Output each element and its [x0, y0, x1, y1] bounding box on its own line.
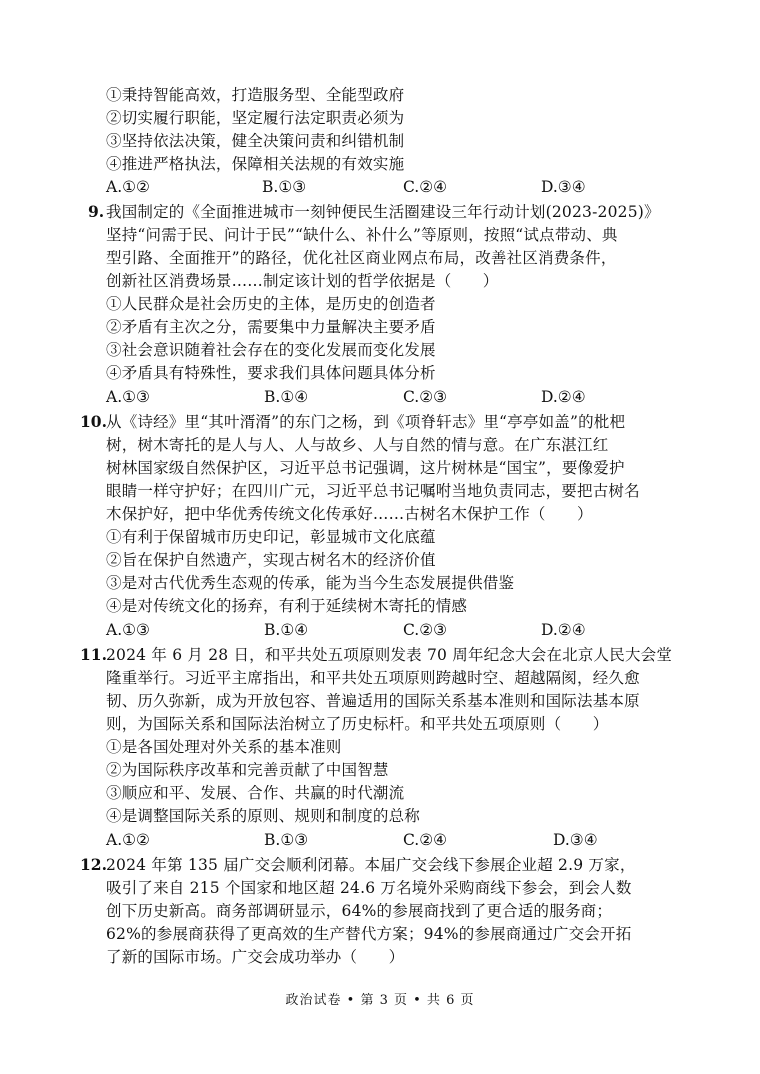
q10-number: 10. [80, 412, 107, 431]
q11-answer-a: A.①② [106, 831, 150, 849]
q10-option-3: ③是对古代优秀生态观的传承，能为当今生态发展提供借鉴 [106, 574, 515, 592]
q10-stem-line-3: 树林国家级自然保护区，习近平总书记强调，这片树林是“国宝”，要像爱护 [106, 459, 625, 477]
q11-answer-b: B.①③ [264, 831, 309, 849]
q9-stem-line-1: 我国制定的《全面推进城市一刻钟便民生活圈建设三年行动计划(2023-2025)》 [106, 203, 660, 221]
q10-answer-c: C.②③ [403, 621, 448, 639]
q11-option-2: ②为国际秩序改革和完善贡献了中国智慧 [106, 761, 389, 779]
q11-stem-line-2: 隆重举行。习近平主席指出，和平共处五项原则跨越时空、超越隔阂，经久愈 [106, 669, 640, 687]
q8-option-2: ②切实履行职能，坚定履行法定职责必须为 [106, 109, 405, 127]
q9-answer-a: A.①③ [106, 388, 150, 406]
q10-answer-b: B.①④ [264, 621, 309, 639]
q9-stem-line-2: 坚持“问需于民、问计于民”“缺什么、补什么”等原则，按照“试点带动、典 [106, 226, 618, 244]
q12-stem-line-2: 吸引了来自 215 个国家和地区超 24.6 万名境外采购商线下参会，到会人数 [106, 879, 632, 897]
q10-answer-a: A.①③ [106, 621, 150, 639]
q10-option-4: ④是对传统文化的扬弃，有利于延续树木寄托的情感 [106, 597, 468, 615]
q12-stem-line-4: 62%的参展商获得了更高效的生产替代方案；94%的参展商通过广交会开拓 [106, 925, 632, 943]
page-footer: 政治试卷 • 第 3 页 • 共 6 页 [285, 993, 475, 1008]
q9-option-3: ③社会意识随着社会存在的变化发展而变化发展 [106, 341, 436, 359]
q9-answer-b: B.①④ [264, 388, 309, 406]
q10-option-2: ②旨在保护自然遗产，实现古树名木的经济价值 [106, 551, 436, 569]
q9-option-1: ①人民群众是社会历史的主体，是历史的创造者 [106, 295, 436, 313]
q9-option-4: ④矛盾具有特殊性，要求我们具体问题具体分析 [106, 364, 436, 382]
q12-number: 12. [80, 855, 107, 874]
q10-stem-line-4: 眼睛一样守护好；在四川广元，习近平总书记嘱咐当地负责同志，要把古树名 [106, 482, 640, 500]
q10-option-1: ①有利于保留城市历史印记，彰显城市文化底蕴 [106, 528, 436, 546]
q8-answer-c: C.②④ [403, 178, 448, 196]
q11-answer-c: C.②④ [403, 831, 448, 849]
q10-stem-line-2: 树，树木寄托的是人与人、人与故乡、人与自然的情与意。在广东湛江红 [106, 436, 609, 454]
q11-stem-line-3: 韧、历久弥新，成为开放包容、普遍适用的国际关系基本准则和国际法基本原 [106, 692, 640, 710]
q9-option-2: ②矛盾有主次之分，需要集中力量解决主要矛盾 [106, 318, 436, 336]
q12-stem-line-1: 2024 年第 135 届广交会顺利闭幕。本届广交会线下参展企业超 2.9 万家， [106, 856, 636, 874]
q8-answer-d: D.③④ [541, 178, 586, 196]
q9-number: 9. [88, 202, 105, 221]
q11-option-3: ③顺应和平、发展、合作、共赢的时代潮流 [106, 784, 405, 802]
q10-stem-line-1: 从《诗经》里“其叶湑湑”的东门之杨，到《项脊轩志》里“亭亭如盖”的枇杷 [106, 413, 626, 431]
q10-answer-d: D.②④ [541, 621, 586, 639]
q11-number: 11. [80, 645, 107, 664]
q11-option-1: ①是各国处理对外关系的基本准则 [106, 738, 342, 756]
q11-stem-line-4: 则，为国际关系和国际法治树立了历史标杆。和平共处五项原则（ ） [106, 715, 609, 733]
q12-stem-line-5: 了新的国际市场。广交会成功举办（ ） [106, 948, 405, 966]
q8-option-1: ①秉持智能高效，打造服务型、全能型政府 [106, 86, 405, 104]
q9-answer-d: D.②④ [541, 388, 586, 406]
q11-option-4: ④是调整国际关系的原则、规则和制度的总称 [106, 807, 421, 825]
q12-stem-line-3: 创下历史新高。商务部调研显示，64%的参展商找到了更合适的服务商； [106, 902, 613, 920]
q10-stem-line-5: 木保护好，把中华优秀传统文化传承好……古树名木保护工作（ ） [106, 505, 593, 523]
q11-answer-d: D.③④ [553, 831, 598, 849]
q8-answer-a: A.①② [106, 178, 150, 196]
q9-stem-line-4: 创新社区消费场景……制定该计划的哲学依据是（ ） [106, 272, 499, 290]
q8-option-4: ④推进严格执法，保障相关法规的有效实施 [106, 155, 405, 173]
q11-stem-line-1: 2024 年 6 月 28 日，和平共处五项原则发表 70 周年纪念大会在北京人民大会堂 [106, 646, 673, 664]
q9-answer-c: C.②③ [403, 388, 448, 406]
q8-answer-b: B.①③ [262, 178, 307, 196]
q9-stem-line-3: 型引路、全面推开”的路径，优化社区商业网点布局，改善社区消费条件， [106, 249, 617, 267]
q8-option-3: ③坚持依法决策，健全决策问责和纠错机制 [106, 132, 405, 150]
